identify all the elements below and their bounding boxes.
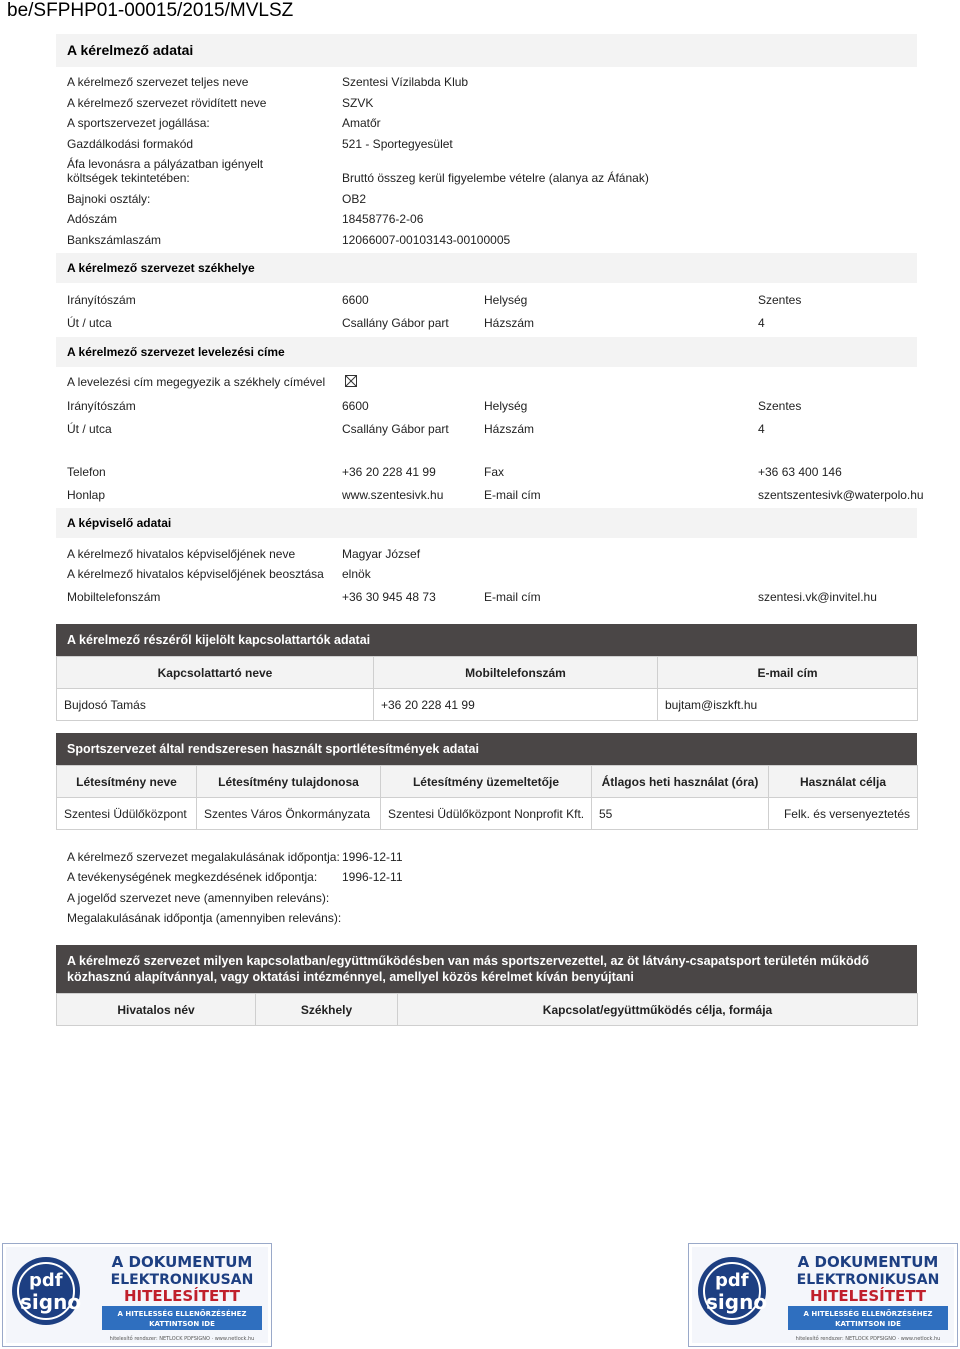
column-header: E-mail cím [658,657,918,689]
column-header: Létesítmény tulajdonosa [197,766,381,798]
field-label: A sportszervezet jogállása: [67,116,210,130]
svg-text:A DOKUMENTUM: A DOKUMENTUM [111,1253,253,1271]
field-label: Adószám [67,212,118,226]
column-header: Használat célja [769,766,918,798]
rep-position-label: A kérelmező hivatalos képviselőjének beosztása [67,567,324,581]
column-header: Kapcsolattartó neve [57,657,374,689]
email-value: szentszentesivk@waterpolo.hu [758,488,924,502]
cooperation-title-line1: A kérelmező szervezet milyen kapcsolatban/együttműködésben van más sportszervezettel, az öt látvány-csapatsport területén működő [67,954,869,968]
facilities-table [56,765,918,830]
field-label: A kérelmező szervezet rövidített neve [67,96,267,110]
founded-label: A kérelmező szervezet megalakulásának időpontja: [67,850,340,864]
cooperation-title-line2: közhasznú alapítvánnyal, vagy oktatási intézménnyel, amellyel közös kérelmet kíván benyújtani [67,970,634,984]
city-value: Szentes [758,399,802,413]
rep-name-value: Magyar József [342,547,421,561]
column-header: Hivatalos név [57,994,256,1026]
field-value: OB2 [342,192,367,206]
table-cell: bujtam@iszkft.hu [658,689,918,721]
rep-email-label: E-mail cím [484,590,541,604]
city-label: Helység [484,399,528,413]
table-cell: Felk. és versenyeztetés [769,798,918,830]
svg-text:A HITELESSÉG ELLENŐRZÉSÉHEZ: A HITELESSÉG ELLENŐRZÉSÉHEZ [117,1310,247,1318]
website-label: Honlap [67,488,106,502]
house-label: Házszám [484,316,535,330]
rep-mobile-value: +36 30 945 48 73 [342,590,436,604]
section-header-seat: A kérelmező szervezet székhelye [56,253,917,283]
house-value: 4 [758,316,765,330]
house-value: 4 [758,422,765,436]
svg-text:pdf: pdf [715,1270,749,1291]
svg-text:HITELESÍTETT: HITELESÍTETT [809,1287,927,1305]
contacts-table [56,656,918,721]
fax-value: +36 63 400 146 [758,465,842,479]
started-label: A tevékenységének megkezdésének időpontja: [67,870,318,884]
field-label: A kérelmező szervezet teljes neve [67,75,249,89]
field-value: Bruttó összeg kerül figyelembe vételre (alanya az Áfának) [342,171,649,185]
rep-email-value: szentesi.vk@invitel.hu [758,590,877,604]
rep-name-label: A kérelmező hivatalos képviselőjének neve [67,547,296,561]
svg-text:KATTINTSON IDE: KATTINTSON IDE [835,1320,901,1328]
section-header-facilities: Sportszervezet által rendszeresen használt sportlétesítmények adatai [56,733,917,765]
rep-mobile-label: Mobiltelefonszám [67,590,161,604]
house-label: Házszám [484,422,535,436]
table-row [57,689,918,721]
city-value: Szentes [758,293,802,307]
website-value: www.szentesivk.hu [342,488,444,502]
field-label: Gazdálkodási formakód [67,137,194,151]
zip-label: Irányítószám [67,293,136,307]
field-label-line1: Áfa levonásra a pályázatban igényelt [67,157,264,171]
rep-position-value: elnök [342,567,371,581]
fax-label: Fax [484,465,505,479]
field-value: 12066007-00103143-00100005 [342,233,511,247]
document-id: be/SFPHP01-00015/2015/MVLSZ [7,0,294,21]
table-cell: Szentesi Üdülőközpont Nonprofit Kft. [381,798,592,830]
same-address-label: A levelezési cím megegyezik a székhely címével [67,375,326,389]
pdfsigno-stamp-right[interactable] [688,1243,958,1347]
founded-value: 1996-12-11 [342,850,403,864]
svg-text:HITELESÍTETT: HITELESÍTETT [123,1287,241,1305]
column-header: Kapcsolat/együttműködés célja, formája [398,994,918,1026]
field-label: Bajnoki osztály: [67,192,151,206]
table-cell: +36 20 228 41 99 [374,689,658,721]
street-value: Csallány Gábor part [342,316,449,330]
field-value: Amatőr [342,116,381,130]
zip-value: 6600 [342,399,369,413]
section-header-applicant: A kérelmező adatai [56,34,917,67]
pdfsigno-stamp-left[interactable] [2,1243,272,1347]
table-cell: Szentesi Üdülőközpont [57,798,197,830]
svg-text:hitelesítő rendszer: NETLOCK P: hitelesítő rendszer: NETLOCK PDFSIGNO · www.netlock.hu [109,1336,255,1342]
svg-text:pdf: pdf [29,1270,63,1291]
field-value: Szentesi Vízilabda Klub [342,75,469,89]
field-label-line2: költségek tekintetében: [67,171,190,185]
field-value: SZVK [342,96,374,110]
section-header-representative: A képviselő adatai [56,508,917,538]
same-address-checkbox[interactable] [345,375,357,387]
section-header-cooperation [56,945,917,993]
column-header: Létesítmény üzemeltetője [381,766,592,798]
svg-text:ELEKTRONIKUSAN: ELEKTRONIKUSAN [796,1272,940,1288]
table-row [57,798,918,830]
section-header-contacts: A kérelmező részéről kijelölt kapcsolattartók adatai [56,624,917,656]
field-label: Bankszámlaszám [67,233,162,247]
field-value: 18458776-2-06 [342,212,424,226]
cooperation-table [56,993,918,1026]
street-label: Út / utca [67,316,112,330]
column-header: Létesítmény neve [57,766,197,798]
section-header-mailing: A kérelmező szervezet levelezési címe [56,337,917,367]
svg-text:ELEKTRONIKUSAN: ELEKTRONIKUSAN [110,1272,254,1288]
started-value: 1996-12-11 [342,870,403,884]
svg-text:signo: signo [20,1290,82,1314]
table-cell: Szentes Város Önkormányzata [197,798,381,830]
zip-value: 6600 [342,293,369,307]
phone-label: Telefon [67,465,106,479]
column-header: Székhely [256,994,398,1026]
street-label: Út / utca [67,422,112,436]
predecessor-founded-label: Megalakulásának időpontja (amennyiben releváns): [67,911,342,925]
column-header: Mobiltelefonszám [374,657,658,689]
table-cell: Bujdosó Tamás [57,689,374,721]
predecessor-label: A jogelőd szervezet neve (amennyiben releváns): [67,891,330,905]
email-label: E-mail cím [484,488,541,502]
svg-text:hitelesítő rendszer: NETLOCK P: hitelesítő rendszer: NETLOCK PDFSIGNO · www.netlock.hu [795,1336,941,1342]
column-header: Átlagos heti használat (óra) [592,766,769,798]
street-value: Csallány Gábor part [342,422,449,436]
field-value: 521 - Sportegyesület [342,137,453,151]
svg-text:A HITELESSÉG ELLENŐRZÉSÉHEZ: A HITELESSÉG ELLENŐRZÉSÉHEZ [803,1310,933,1318]
zip-label: Irányítószám [67,399,136,413]
svg-text:A DOKUMENTUM: A DOKUMENTUM [797,1253,939,1271]
table-cell: 55 [592,798,769,830]
svg-text:signo: signo [706,1290,768,1314]
svg-text:KATTINTSON IDE: KATTINTSON IDE [149,1320,215,1328]
phone-value: +36 20 228 41 99 [342,465,436,479]
city-label: Helység [484,293,528,307]
